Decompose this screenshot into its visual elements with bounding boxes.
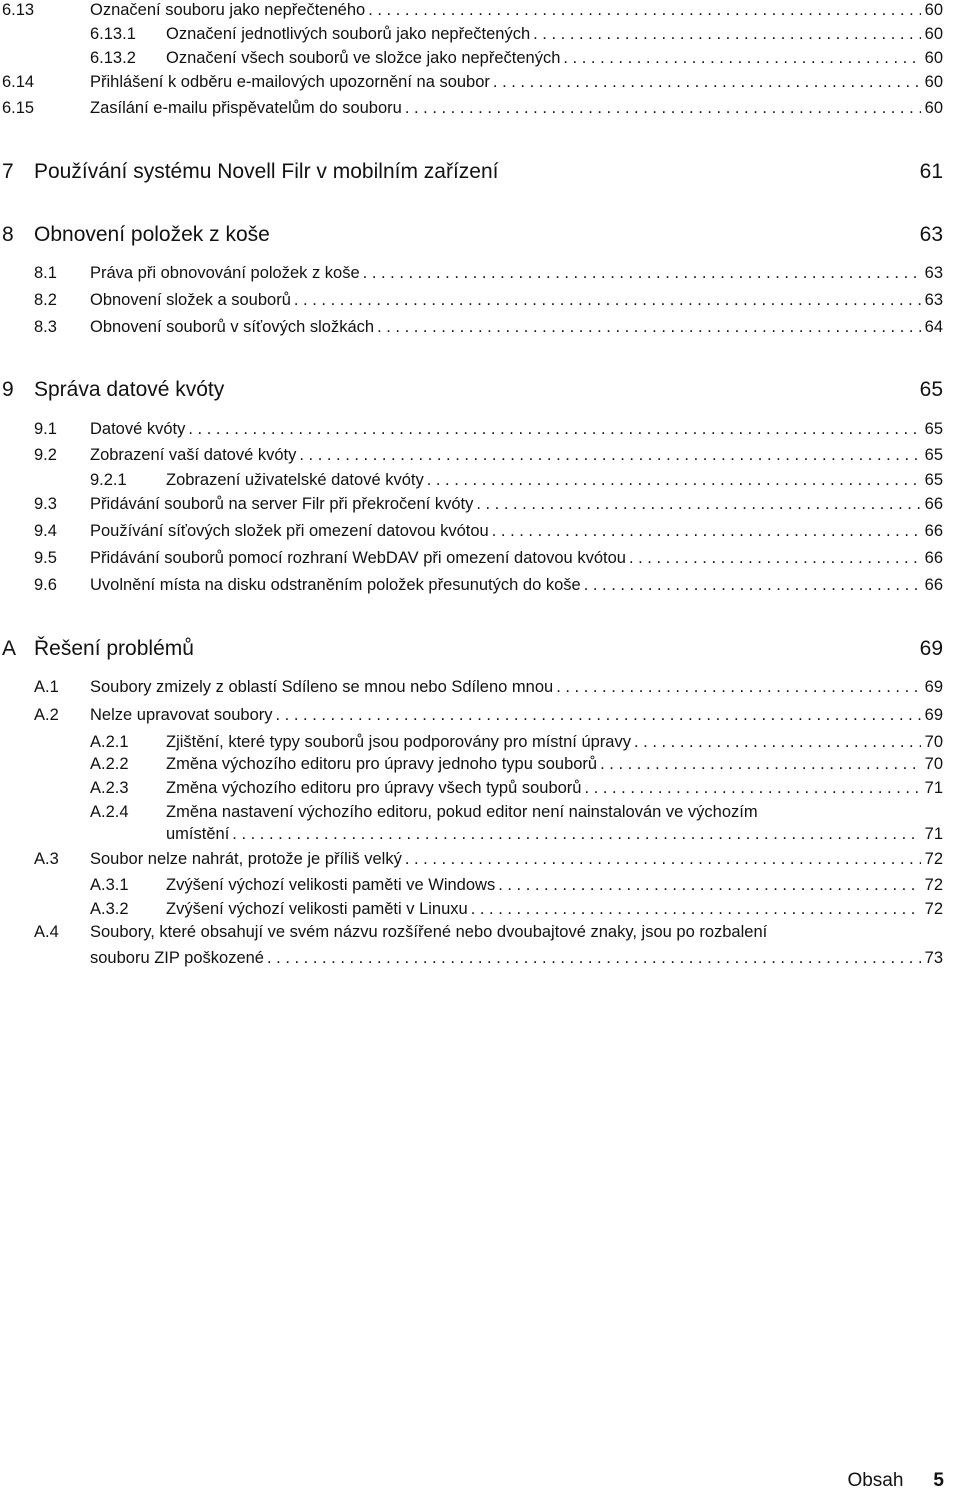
toc-entry-page: 72: [924, 900, 943, 918]
toc-entry[interactable]: [0, 922, 960, 942]
dot-leader: [490, 72, 921, 92]
toc-entry-title: Změna výchozího editoru pro úpravy všech typů souborů: [166, 779, 582, 797]
toc-entry-line: [90, 419, 943, 439]
toc-entry[interactable]: [0, 263, 960, 283]
toc-entry-page: 60: [924, 49, 943, 67]
toc-entry-line: [90, 548, 943, 568]
dot-leader: [553, 677, 920, 697]
toc-entry-continuation[interactable]: [0, 824, 960, 844]
toc-chapter[interactable]: [0, 634, 960, 664]
chapter-title: Obnovení položek z koše: [34, 223, 270, 246]
toc-entry-line: [166, 732, 943, 752]
chapter-title: Používání systému Novell Filr v mobilním zařízení: [34, 160, 499, 183]
toc-chapter[interactable]: [0, 220, 960, 250]
toc-entry-page: 65: [924, 446, 943, 464]
toc-entry-number: A.1: [34, 678, 59, 696]
toc-entry-line: [90, 72, 943, 92]
toc-entry-page: 63: [924, 291, 943, 309]
chapter-page: 65: [919, 378, 943, 401]
toc-entry-number: A.2.3: [90, 779, 129, 797]
page-footer: [847, 1469, 944, 1493]
toc-entry-number: 9.5: [34, 549, 57, 567]
toc-entry-title: Obnovení složek a souborů: [90, 291, 291, 309]
dot-leader: [530, 24, 921, 44]
toc-entry-page: 64: [924, 318, 943, 336]
toc-entry-number: A.2.4: [90, 803, 129, 821]
toc-entry-number: A.3.1: [90, 876, 129, 894]
toc-entry-title: Soubor nelze nahrát, protože je příliš velký: [90, 850, 402, 868]
toc-entry-line: [166, 24, 943, 44]
toc-entry-number: 6.15: [2, 99, 35, 117]
toc-entry-title-continuation: souboru ZIP poškozené: [90, 949, 264, 967]
toc-entry[interactable]: [0, 290, 960, 310]
toc-entry[interactable]: [0, 732, 960, 752]
toc-entry-number: 8.1: [34, 264, 57, 282]
dot-leader: [273, 705, 921, 725]
dot-leader: [365, 0, 920, 20]
toc-entry-line: [90, 948, 943, 968]
toc-entry-page: 66: [924, 495, 943, 513]
toc-entry-page: 72: [924, 850, 943, 868]
toc-entry-page: 65: [924, 471, 943, 489]
toc-entry-title: Soubory zmizely z oblastí Sdíleno se mnou nebo Sdíleno mnou: [90, 678, 554, 696]
toc-entry-title: Zobrazení vaší datové kvóty: [90, 446, 297, 464]
toc-entry-number: A.2.1: [90, 733, 129, 751]
dot-leader: [626, 548, 921, 568]
toc-entry-line: [166, 875, 943, 895]
chapter-number: A: [2, 637, 17, 660]
toc-entry-line: [166, 470, 943, 490]
toc-entry-line: [90, 849, 943, 869]
toc-entry-page: 60: [924, 99, 943, 117]
toc-entry[interactable]: [0, 24, 960, 44]
toc-entry-title: Zjištění, které typy souborů jsou podporovány pro místní úpravy: [166, 733, 631, 751]
toc-entry-number: 8.2: [34, 291, 57, 309]
toc-entry-page: 60: [924, 1, 943, 19]
toc-entry-page: 69: [924, 706, 943, 724]
toc-entry-line: [90, 263, 943, 283]
dot-leader: [495, 875, 920, 895]
toc-entry-title: Označení jednotlivých souborů jako nepřečtených: [166, 25, 531, 43]
dot-leader: [581, 778, 920, 798]
toc-entry-line: [90, 0, 943, 20]
toc-entry-page: 63: [924, 264, 943, 282]
toc-entry-page: 70: [924, 733, 943, 751]
toc-entry-number: 9.1: [34, 420, 57, 438]
footer-page-number: 5: [933, 1470, 944, 1491]
toc-entry-number: 9.2: [34, 446, 57, 464]
toc-entry-number: A.2: [34, 706, 59, 724]
toc-entry-number: 6.13.2: [90, 49, 136, 67]
toc-entry-title: Obnovení souborů v síťových složkách: [90, 318, 375, 336]
toc-entry[interactable]: [0, 494, 960, 514]
dot-leader: [468, 899, 921, 919]
dot-leader: [229, 824, 920, 844]
dot-leader: [185, 419, 920, 439]
dot-leader: [264, 948, 921, 968]
toc-entry-line: [90, 521, 943, 541]
toc-entry-number: 8.3: [34, 318, 57, 336]
toc-entry-page: 69: [924, 678, 943, 696]
toc-entry-line: [166, 754, 943, 774]
toc-entry-line: [90, 494, 943, 514]
toc-entry-number: 6.13: [2, 1, 35, 19]
toc-entry[interactable]: [0, 72, 960, 92]
toc-entry[interactable]: [0, 778, 960, 798]
toc-entry[interactable]: [0, 521, 960, 541]
toc-entry-line: [166, 899, 943, 919]
toc-entry-title: Soubory, které obsahují ve svém názvu rozšířené nebo dvoubajtové znaky, jsou po rozbalení: [90, 923, 768, 941]
toc-entry-line: [90, 445, 943, 465]
toc-entry-title: Přihlášení k odběru e-mailových upozornění na soubor: [90, 73, 490, 91]
toc-entry-title: Zvýšení výchozí velikosti paměti v Linuxu: [166, 900, 468, 918]
chapter-page: 69: [919, 637, 943, 660]
toc-entry[interactable]: [0, 0, 960, 20]
toc-entry-title: Datové kvóty: [90, 420, 186, 438]
toc-entry-page: 60: [924, 25, 943, 43]
toc-entry[interactable]: [0, 677, 960, 697]
toc-entry-title: Označení souboru jako nepřečteného: [90, 1, 366, 19]
toc-entry-title: Změna výchozího editoru pro úpravy jednoho typu souborů: [166, 755, 598, 773]
toc-entry-line: [90, 98, 943, 118]
toc-entry[interactable]: [0, 48, 960, 68]
toc-entry[interactable]: [0, 419, 960, 439]
chapter-number: 7: [2, 160, 14, 183]
toc-entry[interactable]: [0, 875, 960, 895]
toc-entry-page: 71: [924, 779, 943, 797]
dot-leader: [424, 470, 921, 490]
toc-entry-number: A.3.2: [90, 900, 129, 918]
toc-entry-page: 72: [924, 876, 943, 894]
dot-leader: [631, 732, 921, 752]
toc-entry[interactable]: [0, 754, 960, 774]
toc-entry-title: Uvolnění místa na disku odstraněním položek přesunutých do koše: [90, 576, 581, 594]
toc-entry[interactable]: [0, 548, 960, 568]
dot-leader: [489, 521, 921, 541]
dot-leader: [581, 575, 921, 595]
toc-entry-continuation[interactable]: [0, 948, 960, 968]
chapter-number: 9: [2, 378, 14, 401]
toc-entry-number: 9.2.1: [90, 471, 127, 489]
chapter-page: 63: [919, 223, 943, 246]
dot-leader: [402, 849, 921, 869]
toc-entry-title-continuation: umístění: [166, 825, 230, 843]
toc-entry-title: Zvýšení výchozí velikosti paměti ve Windows: [166, 876, 496, 894]
toc-entry-page: 65: [924, 420, 943, 438]
toc-entry-number: 6.13.1: [90, 25, 136, 43]
toc-entry[interactable]: [0, 899, 960, 919]
dot-leader: [360, 263, 921, 283]
toc-entry-line: [90, 705, 943, 725]
toc-entry-line: [90, 575, 943, 595]
toc-entry-page: 66: [924, 549, 943, 567]
toc-entry-line: [90, 290, 943, 310]
toc-entry-line: [166, 778, 943, 798]
toc-entry-line: [90, 677, 943, 697]
toc-entry-title: Používání síťových složek při omezení datovou kvótou: [90, 522, 489, 540]
toc-entry-number: 9.4: [34, 522, 57, 540]
toc-entry-title: Práva při obnovování položek z koše: [90, 264, 360, 282]
toc-entry-page: 70: [924, 755, 943, 773]
toc-entry-number: 9.6: [34, 576, 57, 594]
toc-chapter[interactable]: [0, 157, 960, 187]
toc-chapter[interactable]: [0, 375, 960, 405]
toc-entry-title: Nelze upravovat soubory: [90, 706, 273, 724]
toc-entry-title: Zobrazení uživatelské datové kvóty: [166, 471, 424, 489]
toc-entry[interactable]: [0, 849, 960, 869]
toc-entry[interactable]: [0, 98, 960, 118]
dot-leader: [560, 48, 920, 68]
toc-entry[interactable]: [0, 802, 960, 822]
toc-entry-line: [90, 317, 943, 337]
toc-entry[interactable]: [0, 317, 960, 337]
toc-entry-title: Označení všech souborů ve složce jako nepřečtených: [166, 49, 561, 67]
chapter-title: Správa datové kvóty: [34, 378, 225, 401]
toc-entry-line: [166, 824, 943, 844]
toc-entry-number: 9.3: [34, 495, 57, 513]
toc-entry-page: 66: [924, 576, 943, 594]
dot-leader: [402, 98, 921, 118]
dot-leader: [296, 445, 920, 465]
chapter-page: 61: [919, 160, 943, 183]
dot-leader: [597, 754, 921, 774]
toc-entry-page: 71: [924, 825, 943, 843]
toc-entry-title: Přidávání souborů pomocí rozhraní WebDAV při omezení datovou kvótou: [90, 549, 626, 567]
toc-entry-page: 73: [924, 949, 943, 967]
toc-entry-page: 60: [924, 73, 943, 91]
dot-leader: [291, 290, 921, 310]
toc-entry-number: A.2.2: [90, 755, 129, 773]
toc-entry-number: 6.14: [2, 73, 35, 91]
toc-entry[interactable]: [0, 705, 960, 725]
toc-entry-page: 66: [924, 522, 943, 540]
chapter-number: 8: [2, 223, 14, 246]
toc-entry[interactable]: [0, 470, 960, 490]
toc-entry-number: A.4: [34, 923, 59, 941]
toc-entry-line: [166, 48, 943, 68]
toc-entry-number: A.3: [34, 850, 59, 868]
chapter-title: Řešení problémů: [34, 637, 194, 660]
toc-entry-title: Změna nastavení výchozího editoru, pokud editor není nainstalován ve výchozím: [166, 803, 758, 821]
toc-entry-title: Přidávání souborů na server Filr při překročení kvóty: [90, 495, 474, 513]
dot-leader: [374, 317, 921, 337]
dot-leader: [473, 494, 920, 514]
footer-section-label: Obsah: [847, 1470, 904, 1491]
toc-entry-title: Zasílání e-mailu přispěvatelům do souboru: [90, 99, 402, 117]
toc-entry[interactable]: [0, 445, 960, 465]
toc-entry[interactable]: [0, 575, 960, 595]
